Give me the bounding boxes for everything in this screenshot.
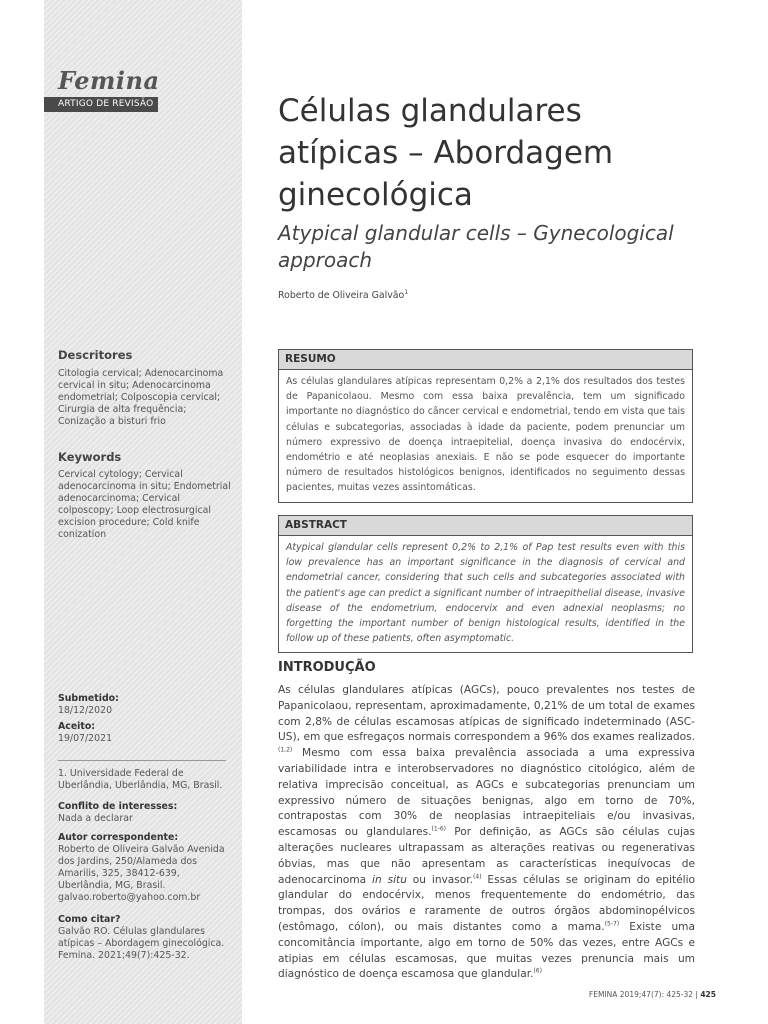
keywords-list: Cervical cytology; Cervical adenocarcinoma in situ; Endometrial adenocarcinoma; Cervical colposcopy; Loop electrosurgical excision procedure; Cold knife conization	[58, 469, 231, 540]
autor-value: Roberto de Oliveira Galvão Avenida dos Jardins, 250/Alameda dos Amarilis, 325, 38412-639, Uberlândia, MG, Brasil. galvao.roberto@yahoo.com.br	[58, 844, 225, 903]
intro-text-2: Mesmo com essa baixa prevalência associada a uma expressiva variabilidade intra e interobservadores no diagnóstico citológico, além de relativa imprecisão conceitual, as AGCs e subcategorias prenunciam um expressivo número de situações benignas, algo em torno de 70%, contrapostas com 30% de neoplasias intraepiteliais e/ou invasivas, escamosas ou glandulares.	[278, 747, 695, 839]
footer-citation: FEMINA 2019;47(7): 425-32 |	[588, 990, 698, 999]
intro-paragraph	[278, 683, 695, 983]
ref-superscript: (5-7)	[604, 920, 620, 928]
conflict-block	[58, 801, 236, 825]
author-name: Roberto de Oliveira Galvão	[278, 290, 405, 302]
citation-block	[58, 914, 236, 962]
resumo-box	[278, 349, 693, 503]
resumo-heading: RESUMO	[279, 350, 692, 370]
page-footer	[589, 990, 716, 999]
author-affiliation-mark: 1	[404, 289, 409, 296]
corresponding-author-block	[58, 832, 236, 904]
descritores-list: Citologia cervical; Adenocarcinoma cervical in situ; Adenocarcinoma endometrial; Colposcopia cervical; Cirurgia de alta frequência; Conização a bisturi frio	[58, 368, 224, 427]
intro-text-3: Por definição, as AGCs são células cujas alterações nucleares ultrapassam as alterações reativas ou regenerativas óbvias, mas que não apresentam as características inequívocas de adenocarcinoma	[278, 826, 696, 886]
intro-italic-term: in situ	[372, 873, 407, 886]
submetido-date: 18/12/2020	[58, 705, 113, 716]
section-tag: ARTIGO DE REVISÃO	[44, 97, 158, 112]
citar-value: Galvão RO. Células glandulares atípicas – Abordagem ginecológica. Femina. 2021;49(7):425-32.	[58, 926, 225, 961]
intro-text-4: Essas células se originam do epitélio glandular do endocérvix, menos frequentemente do endométrio, das trompas, dos ovários e raramente de outros órgãos abdominopélvicos (estômago, cólon), ou mais distantes como a mama.	[278, 873, 695, 933]
submetido-label: Submetido:	[58, 693, 119, 704]
citar-label: Como citar?	[58, 914, 121, 925]
intro-text-5: Existe uma concomitância importante, algo em torno de 50% das vezes, entre AGCs e atipias em células escamosas, que muitas vezes prenuncia mais um diagnóstico de doença escamosa que glandular.	[278, 920, 695, 981]
intro-text-3b: ou invasor.	[406, 873, 474, 886]
sidebar-divider	[58, 760, 226, 761]
author-line	[278, 289, 408, 301]
conflito-value: Nada a declarar	[58, 813, 133, 824]
keywords-heading: Keywords	[58, 450, 122, 464]
conflito-label: Conflito de interesses:	[58, 801, 178, 812]
page-number: 425	[700, 990, 716, 999]
resumo-text: As células glandulares atípicas representam 0,2% a 2,1% dos resultados dos testes de Papanicolaou. Mesmo com essa baixa prevalência, tem um significado importante no diagnóstico do câncer cervical e endometrial, tendo em vista que tais células e subcategorias, associadas à idade da paciente, podem prenunciar um número expressivo de doença intraepitelial, doença invasiva do endocérvix, endométrio e até neoplasias anexiais. E não se pode esquecer do importante número de resultados histológicos benignos, identificados no seguimento dessas pacientes, muitas vezes assintomáticas.	[286, 376, 685, 494]
ref-superscript: (1-6)	[431, 825, 447, 833]
intro-heading: INTRODUÇÃO	[278, 660, 376, 675]
affiliation: 1. Universidade Federal de Uberlândia, Uberlândia, MG, Brasil.	[58, 768, 223, 791]
aceito-date: 19/07/2021	[58, 733, 113, 744]
journal-logo: Femina	[58, 66, 160, 95]
abstract-box	[278, 515, 693, 653]
abstract-heading: ABSTRACT	[279, 516, 692, 536]
abstract-text: Atypical glandular cells represent 0,2% to 2,1% of Pap test results even with this low prevalence has an important significance in the diagnosis of cervical and endometrial cancer, considering that such cells and subcategories associated with the patient's age can predict a significant number of intraepithelial disease, invasive disease of the endometrium, endocervix and even adnexial neoplasms; no forgetting the important number of benign histological results, identified in the follow up of these patients, often asymptomatic.	[286, 542, 685, 645]
intro-text-1: As células glandulares atípicas (AGCs), pouco prevalentes nos testes de Papanicolaou, representam, aproximadamente, 0,21% de um total de exames com 2,8% de células escamosas atípicas de significado indeterminado (ASC-US), em que esfregaços normais correspondem a 96% dos exames realizados.	[278, 684, 695, 744]
descritores-heading: Descritores	[58, 348, 133, 362]
autor-label: Autor correspondente:	[58, 832, 179, 843]
ref-superscript: (4)	[473, 873, 482, 881]
submission-dates	[58, 693, 236, 745]
article-subtitle: Atypical glandular cells – Gynecological approach	[278, 221, 674, 272]
aceito-label: Aceito:	[58, 721, 96, 732]
ref-superscript: (1,2)	[278, 746, 293, 754]
article-title: Células glandulares atípicas – Abordagem ginecológica	[278, 93, 614, 213]
ref-superscript: (6)	[533, 967, 542, 975]
